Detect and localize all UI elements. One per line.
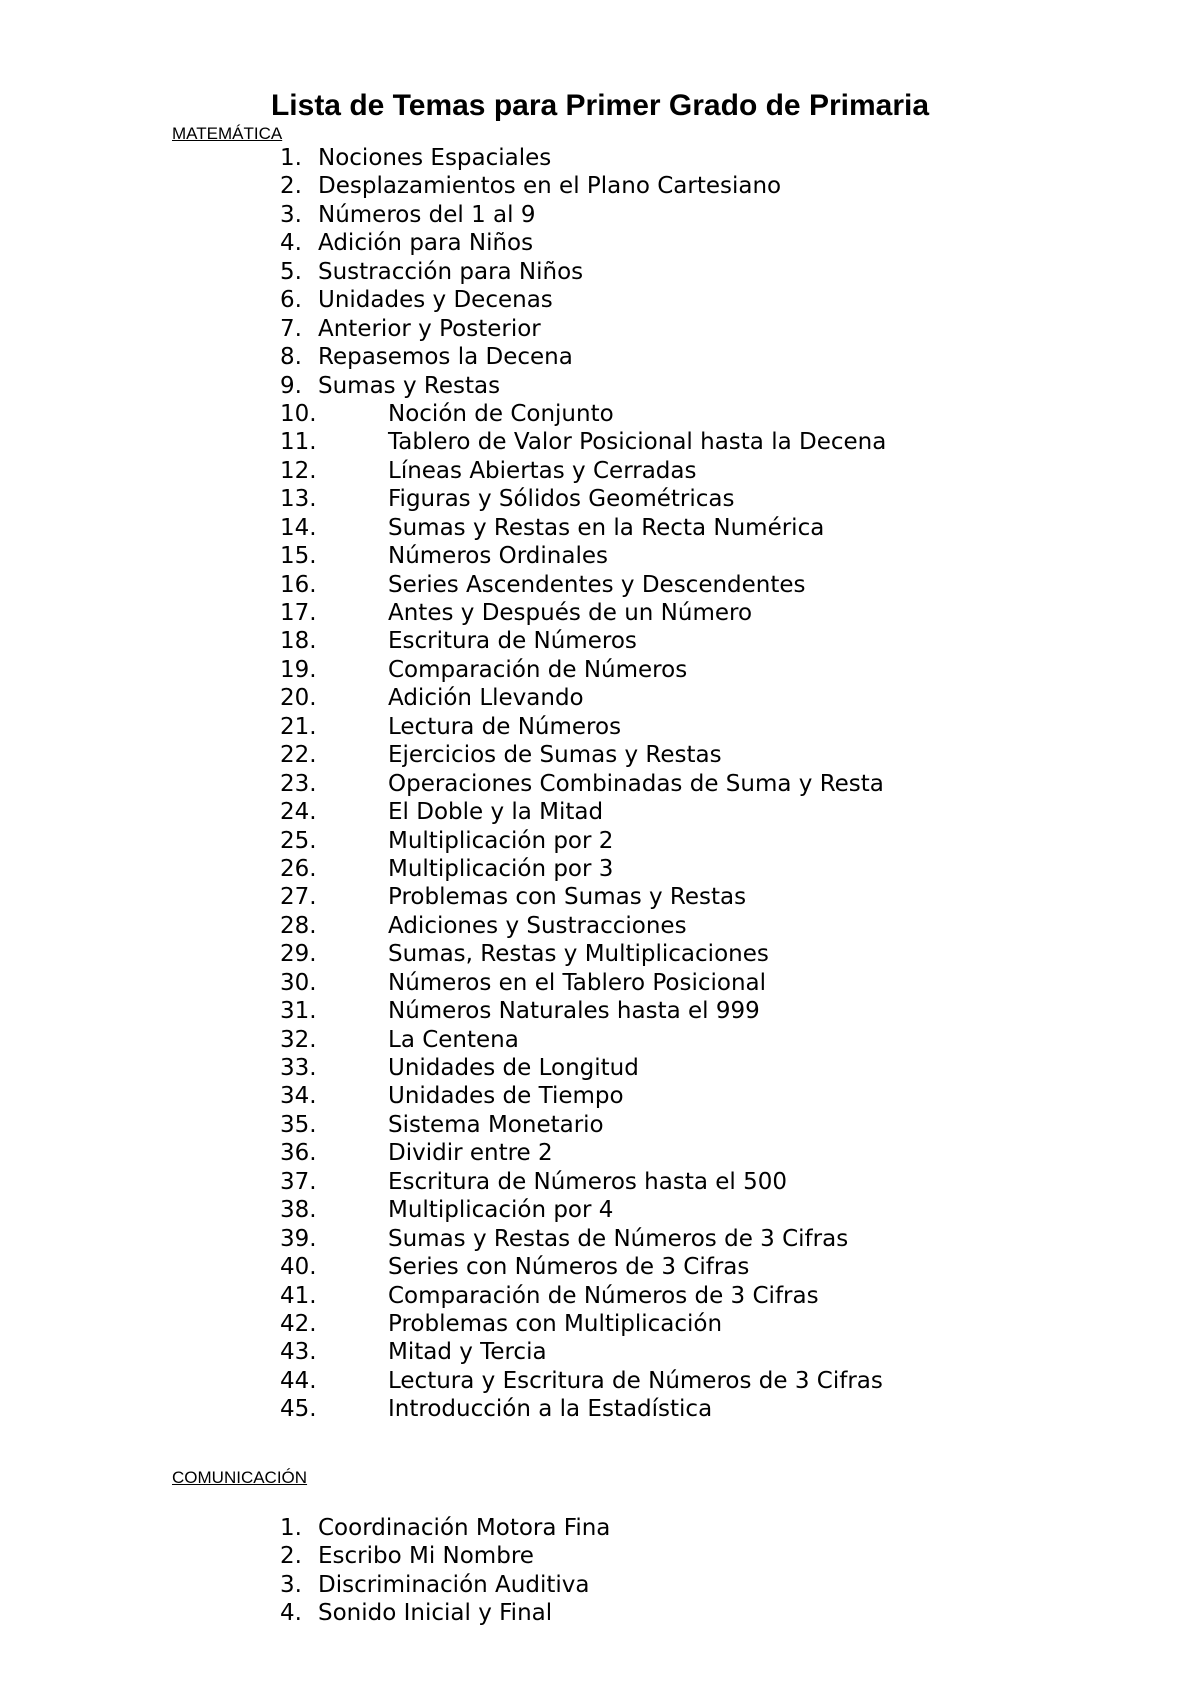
list-item-text: Multiplicación por 4 [388, 1197, 614, 1224]
list-item-text: Escritura de Números hasta el 500 [388, 1168, 788, 1195]
list-item-text: Discriminación Auditiva [318, 1571, 590, 1598]
list-item-text: Antes y Después de un Número [388, 600, 753, 626]
list-item-text: Anterior y Posterior [318, 315, 541, 342]
list-item-text: Problemas con Sumas y Restas [388, 884, 747, 911]
list-item-text: Lectura y Escritura de Números de 3 Cifras [388, 1367, 883, 1394]
list-item-text: Introducción a la Estadística [388, 1396, 713, 1423]
list-item-number: 30. [280, 969, 317, 996]
list-item-number: 21. [280, 713, 317, 740]
list-item-number: 28. [280, 912, 317, 939]
list-item-text: Sistema Monetario [388, 1111, 604, 1138]
list-item-number: 39. [280, 1225, 317, 1252]
list-item-number: 37. [280, 1168, 317, 1195]
list-item-number: 4. [280, 230, 302, 257]
list-item-number: 44. [280, 1367, 317, 1394]
list-item-number: 43. [280, 1339, 317, 1366]
list-item-text: Dividir entre 2 [388, 1140, 553, 1167]
list-item-number: 22. [280, 742, 317, 769]
list-item-text: Sonido Inicial y Final [318, 1600, 553, 1627]
list-item-number: 1. [280, 145, 302, 171]
list-item-number: 23. [280, 770, 317, 797]
page-title: Lista de Temas para Primer Grado de Primaria [270, 89, 930, 122]
list-item-text: Coordinación Motora Fina [318, 1515, 611, 1541]
list-item-text: Adición Llevando [388, 685, 584, 712]
list-item-number: 36. [280, 1140, 317, 1167]
list-item-text: Operaciones Combinadas de Suma y Resta [388, 770, 884, 797]
list-item-number: 41. [280, 1282, 317, 1309]
list-item-number: 17. [280, 600, 317, 626]
list-item-text: Unidades de Tiempo [388, 1083, 624, 1110]
list-item-number: 5. [280, 258, 302, 285]
list-item-number: 26. [280, 855, 317, 882]
section-heading-comunicacion: COMUNICACIÓN [172, 1468, 308, 1487]
list-item-number: 14. [280, 514, 317, 541]
list-item-number: 2. [280, 1543, 302, 1570]
list-item-text: Sumas y Restas en la Recta Numérica [388, 514, 825, 541]
list-item-text: Comparación de Números [388, 656, 688, 683]
list-item-text: Números Ordinales [388, 543, 608, 570]
list-item-number: 40. [280, 1254, 317, 1281]
list-item-number: 3. [280, 1571, 302, 1598]
list-item-number: 4. [280, 1600, 302, 1627]
list-item-number: 16. [280, 571, 317, 598]
list-item-number: 8. [280, 344, 302, 371]
list-item-number: 42. [280, 1310, 317, 1337]
list-item-text: Adición para Niños [318, 230, 534, 257]
list-item-number: 6. [280, 287, 302, 314]
list-item-text: Sumas y Restas [318, 372, 501, 399]
list-item-text: Nociones Espaciales [318, 145, 552, 171]
list-item-text: Lectura de Números [388, 713, 622, 740]
list-item-text: Series con Números de 3 Cifras [388, 1254, 750, 1281]
list-item-number: 10. [280, 400, 317, 427]
list-item-text: La Centena [388, 1026, 519, 1053]
list-item-text: Ejercicios de Sumas y Restas [388, 742, 722, 769]
list-item-number: 12. [280, 457, 317, 484]
list-item-text: Unidades y Decenas [318, 287, 553, 314]
list-item-text: Números en el Tablero Posicional [388, 969, 767, 996]
list-item-number: 20. [280, 685, 317, 712]
list-item-number: 35. [280, 1111, 317, 1138]
list-item-text: El Doble y la Mitad [388, 799, 604, 826]
section-heading-matematica: MATEMÁTICA [172, 124, 283, 143]
list-item-text: Sustracción para Niños [318, 258, 584, 285]
list-item-text: Repasemos la Decena [318, 344, 573, 371]
list-item-number: 18. [280, 628, 317, 655]
list-item-number: 31. [280, 998, 317, 1025]
list-item-number: 45. [280, 1396, 317, 1423]
list-item-number: 29. [280, 941, 317, 968]
list-item-text: Sumas y Restas de Números de 3 Cifras [388, 1225, 849, 1252]
list-item-text: Sumas, Restas y Multiplicaciones [388, 941, 769, 968]
list-item-number: 32. [280, 1026, 317, 1053]
list-item-number: 15. [280, 543, 317, 570]
list-item-text: Líneas Abiertas y Cerradas [388, 457, 697, 484]
list-item-text: Multiplicación por 2 [388, 827, 614, 854]
list-item-text: Multiplicación por 3 [388, 855, 614, 882]
list-item-number: 13. [280, 486, 317, 513]
list-item-number: 7. [280, 315, 302, 342]
list-item-number: 1. [280, 1515, 302, 1541]
list-item-text: Números del 1 al 9 [318, 201, 536, 228]
list-item-text: Desplazamientos en el Plano Cartesiano [318, 173, 782, 200]
list-item-number: 19. [280, 656, 317, 683]
list-item-number: 38. [280, 1197, 317, 1224]
list-item-text: Escribo Mi Nombre [318, 1543, 534, 1570]
list-item-text: Figuras y Sólidos Geométricas [388, 486, 735, 513]
list-item-text: Noción de Conjunto [388, 400, 614, 427]
list-item-number: 9. [280, 372, 302, 399]
list-item-number: 33. [280, 1055, 317, 1081]
list-item-text: Adiciones y Sustracciones [388, 912, 687, 939]
list-item-text: Escritura de Números [388, 628, 637, 655]
list-item-text: Tablero de Valor Posicional hasta la Decena [388, 429, 887, 456]
list-item-text: Comparación de Números de 3 Cifras [388, 1282, 819, 1309]
list-item-text: Problemas con Multiplicación [388, 1310, 723, 1337]
list-item-number: 27. [280, 884, 317, 911]
list-item-number: 24. [280, 799, 317, 826]
list-item-text: Mitad y Tercia [388, 1339, 547, 1366]
list-item-number: 11. [280, 429, 317, 456]
list-item-text: Series Ascendentes y Descendentes [388, 571, 806, 598]
list-item-number: 3. [280, 201, 302, 228]
list-item-text: Unidades de Longitud [388, 1055, 639, 1081]
list-item-text: Números Naturales hasta el 999 [388, 998, 760, 1025]
list-item-number: 2. [280, 173, 302, 200]
list-item-number: 25. [280, 827, 317, 854]
list-item-number: 34. [280, 1083, 317, 1110]
